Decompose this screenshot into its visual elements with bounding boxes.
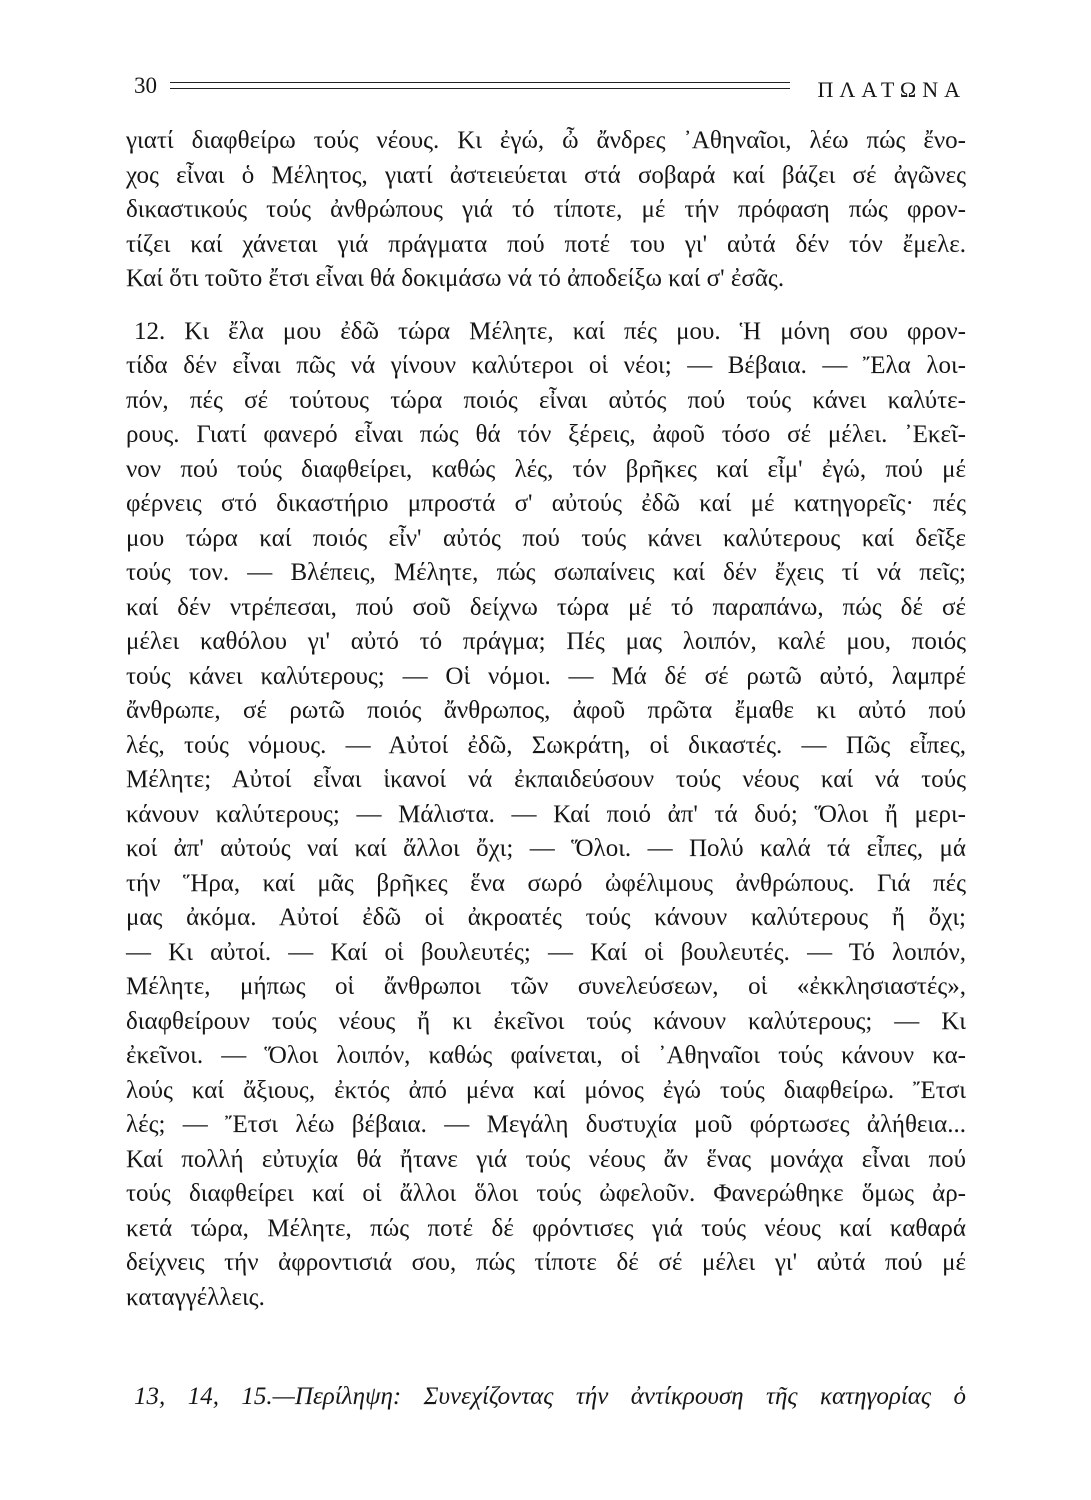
section-summary: 13, 14, 15.—Περίληψη: Συνεχίζοντας τήν ἀντίκρουση τῆς κατηγορίας ὁ: [134, 1383, 966, 1410]
text-line: νον πού τούς διαφθείρει, καθώς λές, τόν βρῆκες καί εἶμ' ἐγώ, πού μέ: [126, 455, 966, 483]
text-line: μου τώρα καί ποιός εἶν' αὐτός πού τούς κάνει καλύτερους καί δεῖξε: [126, 524, 966, 552]
text-line: λούς καί ἄξιους, ἐκτός ἀπό μένα καί μόνος ἐγώ τούς διαφθείρω. Ἔτσι: [126, 1076, 966, 1104]
text-line: διαφθείρουν τούς νέους ἤ κι ἐκεῖνοι τούς κάνουν καλύτερους; — Κι: [126, 1007, 966, 1035]
text-line: γιατί διαφθείρω τούς νέους. Κι ἐγώ, ὦ ἄνδρες ᾿Αθηναῖοι, λέω πώς ἔνο-: [126, 127, 966, 154]
text-line: καί δέν ντρέπεσαι, πού σοῦ δείχνω τώρα μέ τό παραπάνω, πώς δέ σέ: [126, 593, 966, 621]
text-line: δείχνεις τήν ἀφροντισιά σου, πώς τίποτε δέ σέ μέλει γι' αὐτά πού μέ: [126, 1249, 966, 1276]
text-line: Μέλητε; Αὐτοί εἶναι ἱκανοί νά ἐκπαιδεύσουν τούς νέους καί νά τούς: [126, 766, 966, 793]
page-header: [134, 72, 966, 102]
header-double-rule: [170, 82, 790, 89]
text-line: τούς διαφθείρει καί οἱ ἄλλοι ὅλοι τούς ὠφελοῦν. Φανερώθηκε ὅμως ἀρ-: [126, 1180, 966, 1207]
running-title: ΠΛΑΤΩΝΑ: [817, 77, 966, 102]
text-line: 12. Κι ἔλα μου ἐδῶ τώρα Μέλητε, καί πές μου. Ἡ μόνη σου φρον-: [134, 317, 966, 345]
text-line: μέλει καθόλου γι' αὐτό τό πράγμα; Πές μας λοιπόν, καλέ μου, ποιός: [126, 628, 966, 655]
paragraph-spacer: [126, 297, 966, 315]
text-line: λές, τούς νόμους. — Αὐτοί ἐδῶ, Σωκράτη, οἱ δικαστές. — Πῶς εἶπες,: [126, 731, 966, 759]
text-line: καταγγέλλεις.: [126, 1283, 265, 1311]
page-number: 30: [134, 73, 157, 98]
text-line: λές; — Ἔτσι λέω βέβαια. — Μεγάλη δυστυχία μοῦ φόρτωσες ἀλήθεια...: [126, 1111, 966, 1138]
text-line: ἄνθρωπε, σέ ρωτῶ ποιός ἄνθρωπος, ἀφοῦ πρῶτα ἔμαθε κι αὐτό πού: [126, 697, 966, 724]
text-line: μας ἀκόμα. Αὐτοί ἐδῶ οἱ ἀκροατές τούς κάνουν καλύτερους ἤ ὄχι;: [126, 904, 966, 931]
text-line: ἐκεῖνοι. — Ὅλοι λοιπόν, καθώς φαίνεται, οἱ ᾿Αθηναῖοι τούς κάνουν κα-: [126, 1042, 966, 1069]
text-line: — Κι αὐτοί. — Καί οἱ βουλευτές; — Καί οἱ βουλευτές. — Τό λοιπόν,: [126, 938, 966, 966]
text-line: Μέλητε, μήπως οἱ ἄνθρωποι τῶν συνελεύσεων, οἱ «ἐκκλησιαστές»,: [126, 973, 966, 1000]
text-line: τίζει καί χάνεται γιά πράγματα πού ποτέ του γι' αὐτά δέν τόν ἔμελε.: [126, 230, 966, 258]
text-line: φέρνεις στό δικαστήριο μπροστά σ' αὐτούς ἐδῶ καί μέ κατηγορεῖς· πές: [126, 490, 966, 517]
text-line: τίδα δέν εἶναι πῶς νά γίνουν καλύτεροι οἱ νέοι; — Βέβαια. — Ἔλα λοι-: [126, 352, 966, 379]
text-line: χος εἶναι ὁ Μέλητος, γιατί ἀστειεύεται στά σοβαρά καί βάζει σέ ἀγῶνες: [126, 161, 966, 189]
text-line: Καί ὅτι τοῦτο ἔτσι εἶναι θά δοκιμάσω νά τό ἀποδείξω καί σ' ἐσᾶς.: [126, 265, 785, 292]
body-text: [126, 124, 966, 1315]
text-line: τούς κάνει καλύτερους; — Οἱ νόμοι. — Μά δέ σέ ρωτῶ αὐτό, λαμπρέ: [126, 662, 966, 690]
paragraph-1: [126, 124, 966, 297]
text-line: κοί ἀπ' αὐτούς ναί καί ἄλλοι ὄχι; — Ὅλοι. — Πολύ καλά τά εἶπες, μά: [126, 835, 966, 862]
text-line: δικαστικούς τούς ἀνθρώπους γιά τό τίποτε, μέ τήν πρόφαση πώς φρον-: [126, 196, 966, 223]
text-line: ρους. Γιατί φανερό εἶναι πώς θά τόν ξέρεις, ἀφοῦ τόσο σέ μέλει. ᾿Εκεῖ-: [126, 421, 966, 448]
paragraph-2: [126, 315, 966, 1316]
text-line: Καί πολλή εὐτυχία θά ἤτανε γιά τούς νέους ἄν ἕνας μονάχα εἶναι πού: [126, 1145, 966, 1173]
text-line: τήν Ἥρα, καί μᾶς βρῆκες ἕνα σωρό ὠφέλιμους ἀνθρώπους. Γιά πές: [126, 869, 966, 897]
text-line: πόν, πές σέ τούτους τώρα ποιός εἶναι αὐτός πού τούς κάνει καλύτε-: [126, 386, 966, 414]
text-line: τούς τον. — Βλέπεις, Μέλητε, πώς σωπαίνεις καί δέν ἔχεις τί νά πεῖς;: [126, 559, 966, 586]
text-line: κετά τώρα, Μέλητε, πώς ποτέ δέ φρόντισες γιά τούς νέους καί καθαρά: [126, 1214, 966, 1242]
text-line: κάνουν καλύτερους; — Μάλιστα. — Καί ποιό ἀπ' τά δυό; Ὅλοι ἤ μερι-: [126, 800, 966, 828]
